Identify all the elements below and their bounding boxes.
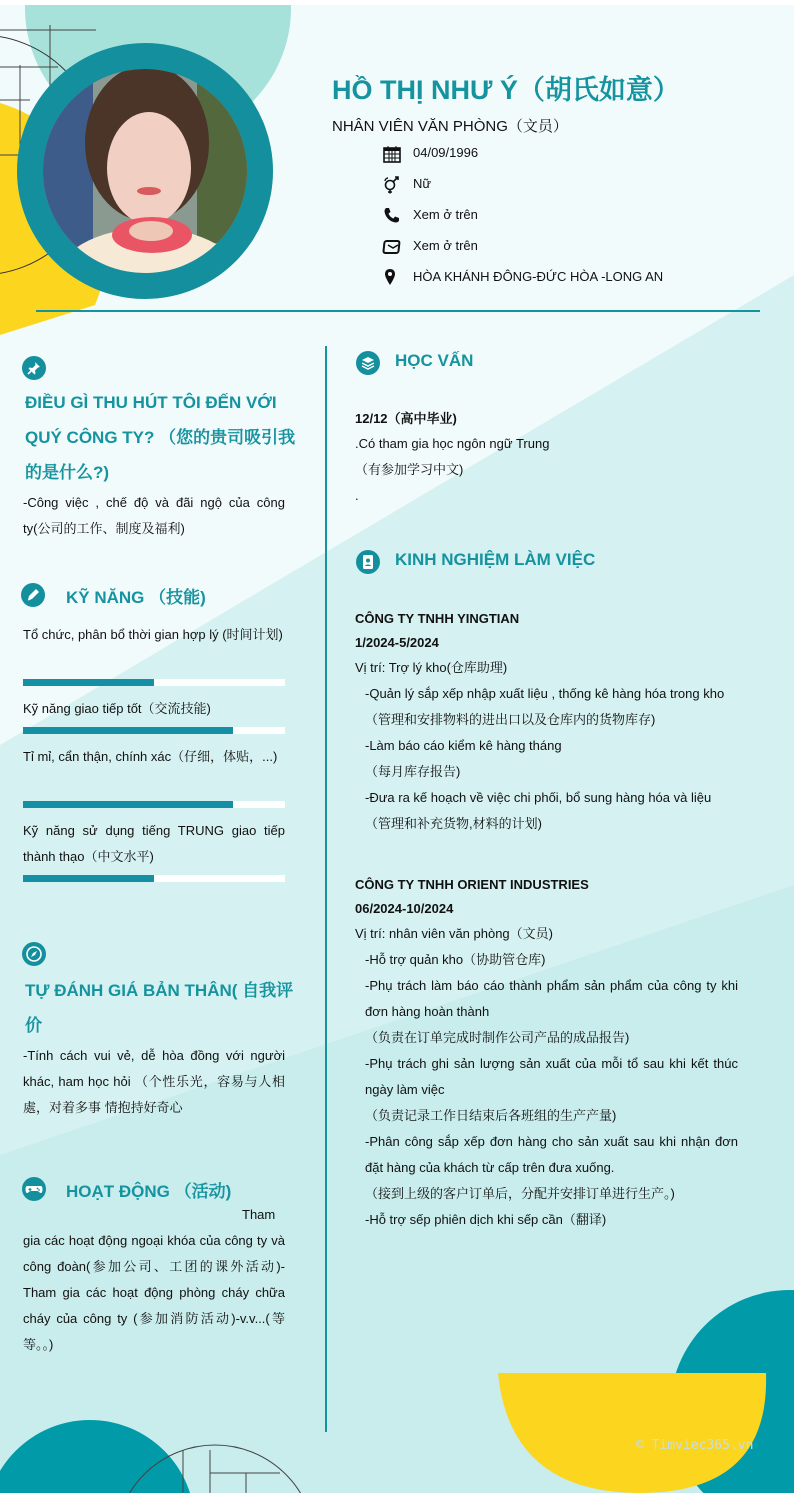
job-duty: （负责在订单完成时制作公司产品的成品报告) — [365, 1030, 630, 1045]
job-duty: （接到上级的客户订单后，分配并安排订单进行生产。) — [365, 1186, 675, 1201]
job-duty: -Đưa ra kế hoạch về việc chi phối, bổ sung hàng hóa và liệu — [365, 790, 712, 805]
job-period: 1/2024-5/2024 — [355, 635, 439, 650]
job-duty: （负责记录工作日结束后各班组的生产产量) — [365, 1108, 617, 1123]
job-period: 06/2024-10/2024 — [355, 901, 454, 916]
skill-bar-fill — [23, 875, 154, 882]
layers-icon — [356, 351, 380, 375]
job-position: Vị trí: Trợ lý kho(仓库助理) — [355, 660, 508, 675]
info-gender — [382, 174, 431, 194]
address-text: HÒA KHÁNH ĐÔNG-ĐỨC HÒA -LONG AN — [413, 269, 664, 284]
job-duty: -Phụ trách ghi sản lượng sản xuất của mỗi tổ sau khi kết thúc ngày làm việc — [365, 1056, 738, 1097]
education-title: HỌC VẤN — [395, 351, 474, 370]
job-company: CÔNG TY TNHH YINGTIAN — [355, 611, 520, 626]
email-icon — [382, 237, 402, 257]
avatar — [17, 43, 273, 299]
objective-title: ĐIỀU GÌ THU HÚT TÔI ĐẾN VỚI QUÝ CÔNG TY? （您的贵司吸引我的是什么?) — [25, 393, 296, 482]
pin-icon — [22, 356, 46, 380]
cv-page — [0, 5, 794, 1493]
skills-title: KỸ NĂNG （技能) — [66, 588, 206, 607]
self-assessment-text: -Tính cách vui vẻ, dễ hòa đồng với người khác, ham học hỏi （个性乐光，容易与人相處，对着多事 情抱持好奇心 — [23, 1048, 285, 1115]
skill-bar-fill — [23, 801, 233, 808]
info-phone — [382, 205, 478, 225]
location-pin-icon — [382, 268, 402, 288]
skill-bar-fill — [23, 679, 154, 686]
job-duty: -Làm báo cáo kiểm kê hàng tháng — [365, 738, 562, 753]
job-company: CÔNG TY TNHH ORIENT INDUSTRIES — [355, 877, 589, 892]
job-duty: （管理和安排物料的进出口以及仓库内的货物库存) — [365, 712, 656, 727]
gender-icon — [382, 175, 402, 195]
pencil-icon — [21, 583, 45, 607]
job-title: NHÂN VIÊN VĂN PHÒNG（文员） — [332, 118, 568, 135]
birthdate-text: 04/09/1996 — [413, 145, 479, 160]
job-duty: -Hỗ trợ quản kho（协助管仓库) — [365, 952, 546, 967]
phone-text: Xem ở trên — [413, 207, 478, 222]
skill-bar-fill — [23, 727, 233, 734]
id-card-icon — [356, 550, 380, 574]
info-birthdate — [382, 143, 478, 163]
skill-label: Kỹ năng sử dụng tiếng TRUNG giao tiếp thành thạo（中文水平) — [23, 823, 285, 864]
job-position: Vị trí: nhân viên văn phòng（文员) — [355, 926, 553, 941]
phone-icon — [382, 206, 402, 226]
email-text: Xem ở trên — [413, 238, 478, 253]
gender-text: Nữ — [413, 176, 432, 191]
job-duty: -Phụ trách làm báo cáo thành phẩm sản phẩm của công ty khi đơn hàng hoàn thành — [365, 978, 738, 1019]
header-divider — [36, 310, 760, 312]
job-duty: （每月库存报告) — [365, 764, 461, 779]
activities-title: HOẠT ĐỘNG （活动) — [66, 1182, 232, 1201]
watermark: © Timviec365.vn — [636, 1438, 754, 1453]
skill-bar — [23, 727, 285, 734]
compass-icon — [22, 942, 46, 966]
skill-label: Tổ chức, phân bổ thời gian hợp lý (时间计划) — [23, 627, 283, 642]
skill-label: Kỹ năng giao tiếp tốt（交流技能) — [23, 701, 211, 716]
profile-photo — [17, 43, 273, 299]
skill-bar — [23, 801, 285, 808]
candidate-name: HỒ THỊ NHƯ Ý（胡氏如意） — [332, 75, 680, 105]
education-line: （有参加学习中文) — [355, 462, 464, 477]
objective-text: -Công việc , chế độ và đãi ngộ của công ty(公司的工作、制度及福利) — [23, 495, 285, 536]
calendar-icon — [382, 144, 402, 164]
info-address — [382, 267, 663, 287]
activities-text: Tham gia các hoạt động ngoại khóa của công ty và công đoàn(参加公司、工团的课外活动)-Tham gia các hoạt động phòng cháy chữa cháy của công ty (参加消防活动)-v.v...(等等。。) — [23, 1207, 285, 1352]
job-duty: -Hỗ trợ sếp phiên dịch khi sếp cần（翻译) — [365, 1212, 607, 1227]
experience-title: KINH NGHIỆM LÀM VIỆC — [395, 550, 596, 569]
gamepad-icon — [22, 1177, 46, 1201]
education-line: . — [355, 488, 359, 503]
job-duty: -Phân công sắp xếp đơn hàng cho sản xuất sau khi nhận đơn đặt hàng của khách từ cấp trên đưa xuống. — [365, 1134, 738, 1175]
skill-label: Tỉ mỉ, cẩn thận, chính xác（仔细，体贴，...) — [23, 749, 278, 764]
skill-bar — [23, 875, 285, 882]
education-degree: 12/12（高中毕业) — [355, 411, 457, 426]
job-duty: （管理和补充货物,材料的计划) — [365, 816, 542, 831]
self-assessment-title: TỰ ĐÁNH GIÁ BẢN THÂN( 自我评价 — [25, 981, 294, 1035]
info-email — [382, 236, 478, 256]
job-duty: -Quản lý sắp xếp nhập xuất liệu , thống kê hàng hóa trong kho — [365, 686, 725, 701]
column-divider — [325, 346, 327, 1432]
skill-bar — [23, 679, 285, 686]
education-line: .Có tham gia học ngôn ngữ Trung — [355, 436, 550, 451]
